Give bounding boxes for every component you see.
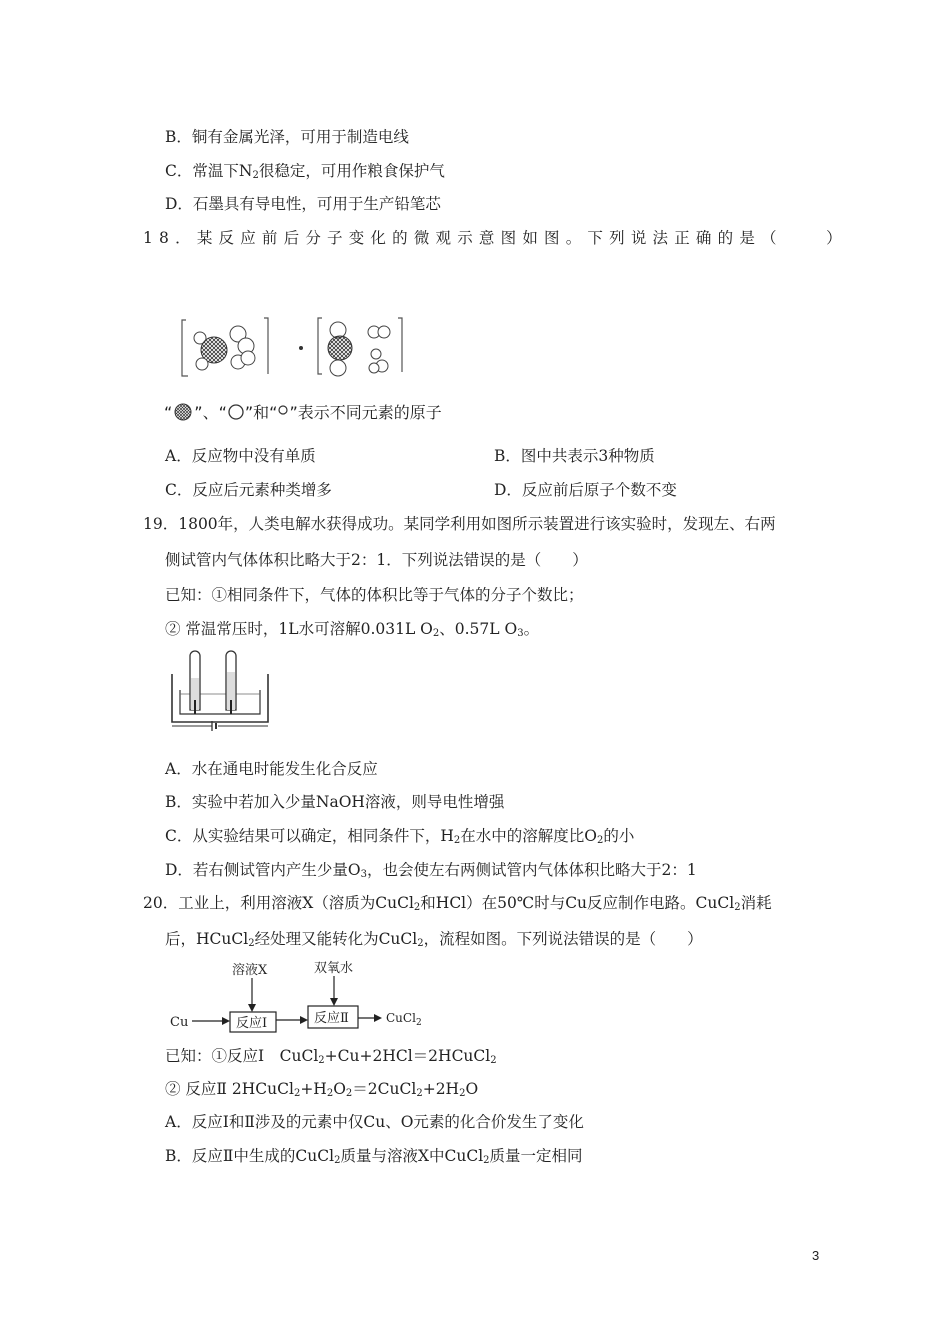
small-circle-atom-icon <box>277 403 289 421</box>
flow-start-cu: Cu <box>170 1015 189 1030</box>
q17-option-b: B．铜有金属光泽，可用于制造电线 <box>165 128 409 146</box>
q18-option-a: A．反应物中没有单质 <box>165 447 316 465</box>
q19-known-1: 已知：①相同条件下，气体的体积比等于气体的分子个数比； <box>165 586 584 604</box>
q20-known-2: ② 反应Ⅱ $2HCuCl_2+H_2O_2=2CuCl_2+2H_2O$ <box>165 1080 479 1099</box>
electrolysis-apparatus-figure <box>168 650 274 732</box>
q19-known-2: ② 常温常压时，1L水可溶解0.031L $O_2$、0.57L $O_3$。 <box>165 620 540 639</box>
q18-option-d: D．反应前后原子个数不变 <box>494 481 677 499</box>
large-circle-atom-icon <box>227 403 245 421</box>
hatched-atom-icon <box>172 403 194 421</box>
q19-option-d: D．若右侧试管内产生少量$O_3$，也会使左右两侧试管内气体体积比略大于2：1 <box>165 861 697 880</box>
q20-option-a: A．反应Ⅰ和Ⅱ涉及的元素中仅Cu、O元素的化合价发生了变化 <box>165 1113 584 1131</box>
q20-flowchart <box>166 958 436 1038</box>
flow-box-reaction-1: 反应Ⅰ <box>236 1016 268 1031</box>
q20-stem-line2: 后，HCuCl$_2$经处理又能转化为CuCl$_2$，流程如图。下列说法错误的是（ ） <box>165 930 703 949</box>
page-number: 3 <box>812 1248 820 1263</box>
flow-input-solution-x: 溶液X <box>232 963 268 978</box>
flow-product-cucl2: CuCl$_2$ <box>386 1011 422 1028</box>
q19-option-a: A．水在通电时能发生化合反应 <box>165 760 378 778</box>
q17-option-c: C．常温下$N_2$很稳定，可用作粮食保护气 <box>165 162 445 181</box>
q17-option-d: D．石墨具有导电性，可用于生产铅笔芯 <box>165 195 441 213</box>
flow-input-hydrogen-peroxide: 双氧水 <box>314 961 354 976</box>
q18-legend-caption: “ ”、“ ”和“ ”表示不同元素的原子 <box>164 403 442 422</box>
q18-stem: 18．某反应前后分子变化的微观示意图如图。下列说法正确的是（ ） <box>143 229 848 247</box>
q20-known-1: 已知：①反应Ⅰ CuCl$_2$+Cu+2HCl＝2HCuCl$_2$ <box>165 1047 497 1066</box>
q18-option-b: B．图中共表示3种物质 <box>494 447 655 465</box>
flow-box-reaction-2: 反应Ⅱ <box>314 1011 349 1026</box>
q18-option-c: C．反应后元素种类增多 <box>165 481 332 499</box>
q19-option-c: C．从实验结果可以确定，相同条件下，$H_2$在水中的溶解度比$O_2$的小 <box>165 827 635 846</box>
q18-molecule-diagram <box>178 312 410 384</box>
q20-option-b: B．反应Ⅱ中生成的CuCl$_2$质量与溶液X中CuCl$_2$质量一定相同 <box>165 1147 583 1166</box>
q20-stem-line1: 20．工业上，利用溶液X（溶质为CuCl$_2$和HCl）在50℃时与Cu反应制作电路。CuCl$_2$消耗 <box>143 894 772 913</box>
q19-stem-line2: 侧试管内气体体积比略大于2：1．下列说法错误的是（ ） <box>165 551 588 569</box>
q19-stem-line1: 19．1800年，人类电解水获得成功。某同学利用如图所示装置进行该实验时，发现左、右两 <box>143 515 776 533</box>
q19-option-b: B．实验中若加入少量NaOH溶液，则导电性增强 <box>165 793 505 811</box>
